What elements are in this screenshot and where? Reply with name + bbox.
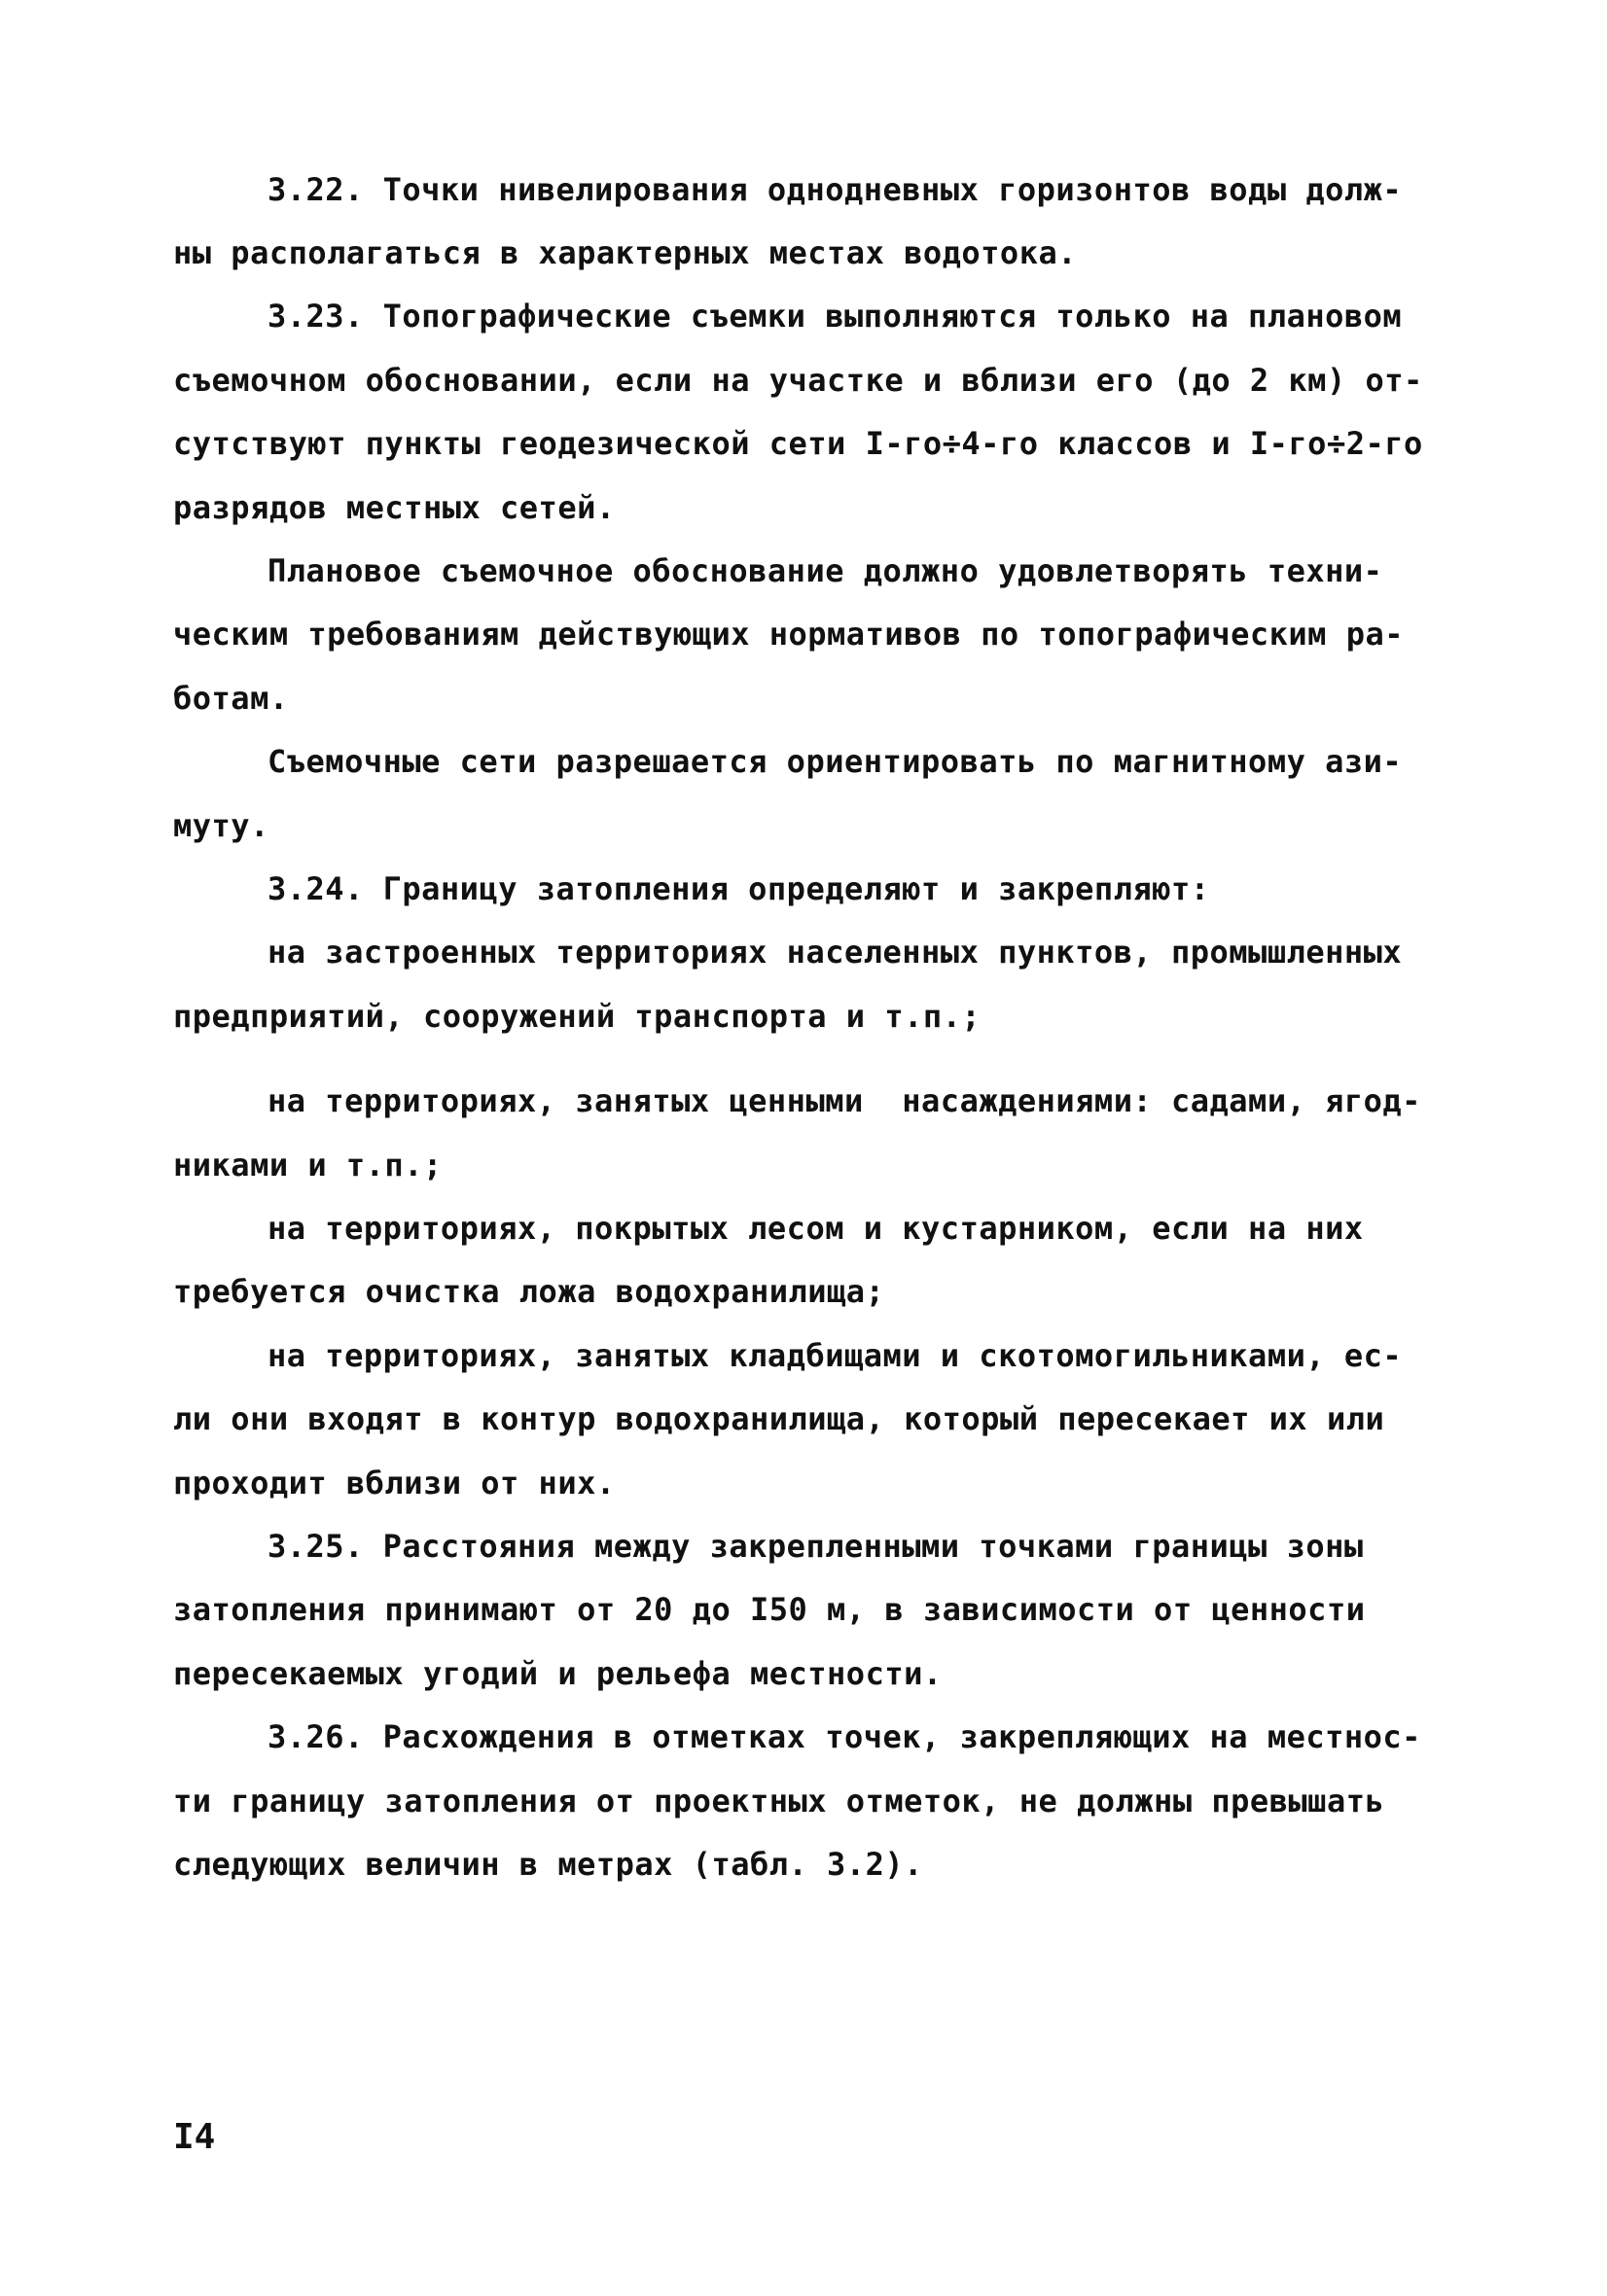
text-line: 3.24. Границу затопления определяют и закрепляют: [268, 870, 1210, 907]
text-line: требуется очистка ложа водохранилища; [173, 1273, 885, 1310]
text-line: затопления принимают от 20 до I50 м, в зависимости от ценности [173, 1591, 1366, 1628]
text-line: 3.25. Расстояния между закрепленными точками границы зоны [268, 1528, 1364, 1565]
text-line: 3.23. Топографические съемки выполняются только на плановом [268, 298, 1403, 335]
text-line: проходит вблизи от них. [173, 1465, 616, 1501]
text-line: сутствуют пункты геодезической сети I-го÷4-го классов и I-го÷2-го [173, 425, 1423, 462]
text-line: никами и т.п.; [173, 1147, 443, 1183]
text-line: съемочном обосновании, если на участке и вблизи его (до 2 км) от- [173, 362, 1423, 399]
text-line: на застроенных территориях населенных пунктов, промышленных [268, 934, 1403, 971]
text-line: разрядов местных сетей. [173, 489, 616, 526]
text-line: ли они входят в контур водохранилища, который пересекает их или [173, 1400, 1385, 1437]
page-number: I4 [173, 2117, 216, 2157]
text-line: Плановое съемочное обоснование должно удовлетворять техни- [268, 552, 1383, 589]
text-line: на территориях, занятых кладбищами и скотомогильниками, ес- [268, 1337, 1403, 1374]
text-line: пересекаемых угодий и рельефа местности. [173, 1655, 943, 1692]
text-line: на территориях, занятых ценными насаждениями: садами, ягод- [268, 1082, 1421, 1119]
text-line: ботам. [173, 680, 289, 717]
text-line: 3.22. Точки нивелирования однодневных горизонтов воды долж- [268, 171, 1403, 208]
text-line: 3.26. Расхождения в отметках точек, закрепляющих на местнос- [268, 1718, 1421, 1755]
text-line: ческим требованиям действующих нормативов по топографическим ра- [173, 616, 1404, 653]
text-line: муту. [173, 807, 269, 844]
text-line: Съемочные сети разрешается ориентировать по магнитному ази- [268, 743, 1403, 780]
text-line: предприятий, сооружений транспорта и т.п.; [173, 998, 982, 1035]
text-line: на территориях, покрытых лесом и кустарником, если на них [268, 1210, 1364, 1247]
text-line: ти границу затопления от проектных отметок, не должны превышать [173, 1783, 1385, 1819]
text-line: следующих величин в метрах (табл. 3.2). [173, 1846, 923, 1883]
text-line: ны располагаться в характерных местах водотока. [173, 234, 1077, 271]
